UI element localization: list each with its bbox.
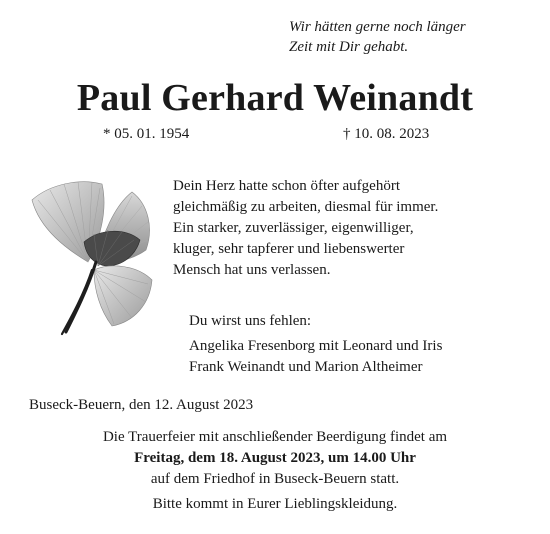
mourners-line-1: Angelika Fresenborg mit Leonard und Iris xyxy=(189,338,443,354)
poem-line: Mensch hat uns verlassen. xyxy=(173,262,331,278)
poem-line: Ein starker, zuverlässiger, eigenwilliger, xyxy=(173,220,414,236)
funeral-info xyxy=(0,427,550,490)
mourners-intro: Du wirst uns fehlen: xyxy=(189,313,312,329)
funeral-date-time: Freitag, dem 18. August 2023, um 14.00 Uhr xyxy=(134,450,416,466)
birth-date: * 05. 01. 1954 xyxy=(103,126,190,142)
poem-line: gleichmäßig zu arbeiten, diesmal für immer. xyxy=(173,199,439,215)
dress-note: Bitte kommt in Eurer Lieblingskleidung. xyxy=(152,496,398,512)
quote-line-1: Wir hätten gerne noch länger xyxy=(289,19,466,35)
poem-line: Dein Herz hatte schon öfter aufgehört xyxy=(173,178,400,194)
ginkgo-leaf-icon xyxy=(28,170,162,340)
funeral-line-3: auf dem Friedhof in Buseck-Beuern statt. xyxy=(150,471,400,487)
poem xyxy=(173,176,438,281)
mourners-line-2: Frank Weinandt und Marion Altheimer xyxy=(189,359,423,375)
quote xyxy=(289,17,466,57)
place-date: Buseck-Beuern, den 12. August 2023 xyxy=(29,397,254,413)
mourners xyxy=(189,311,442,378)
deceased-name: Paul Gerhard Weinandt xyxy=(76,77,474,119)
poem-line: kluger, sehr tapferer und liebenswerter xyxy=(173,241,405,257)
funeral-line-1: Die Trauerfeier mit anschließender Beerdigung findet am xyxy=(102,429,448,445)
death-date: † 10. 08. 2023 xyxy=(343,126,430,142)
quote-line-2: Zeit mit Dir gehabt. xyxy=(289,39,409,55)
